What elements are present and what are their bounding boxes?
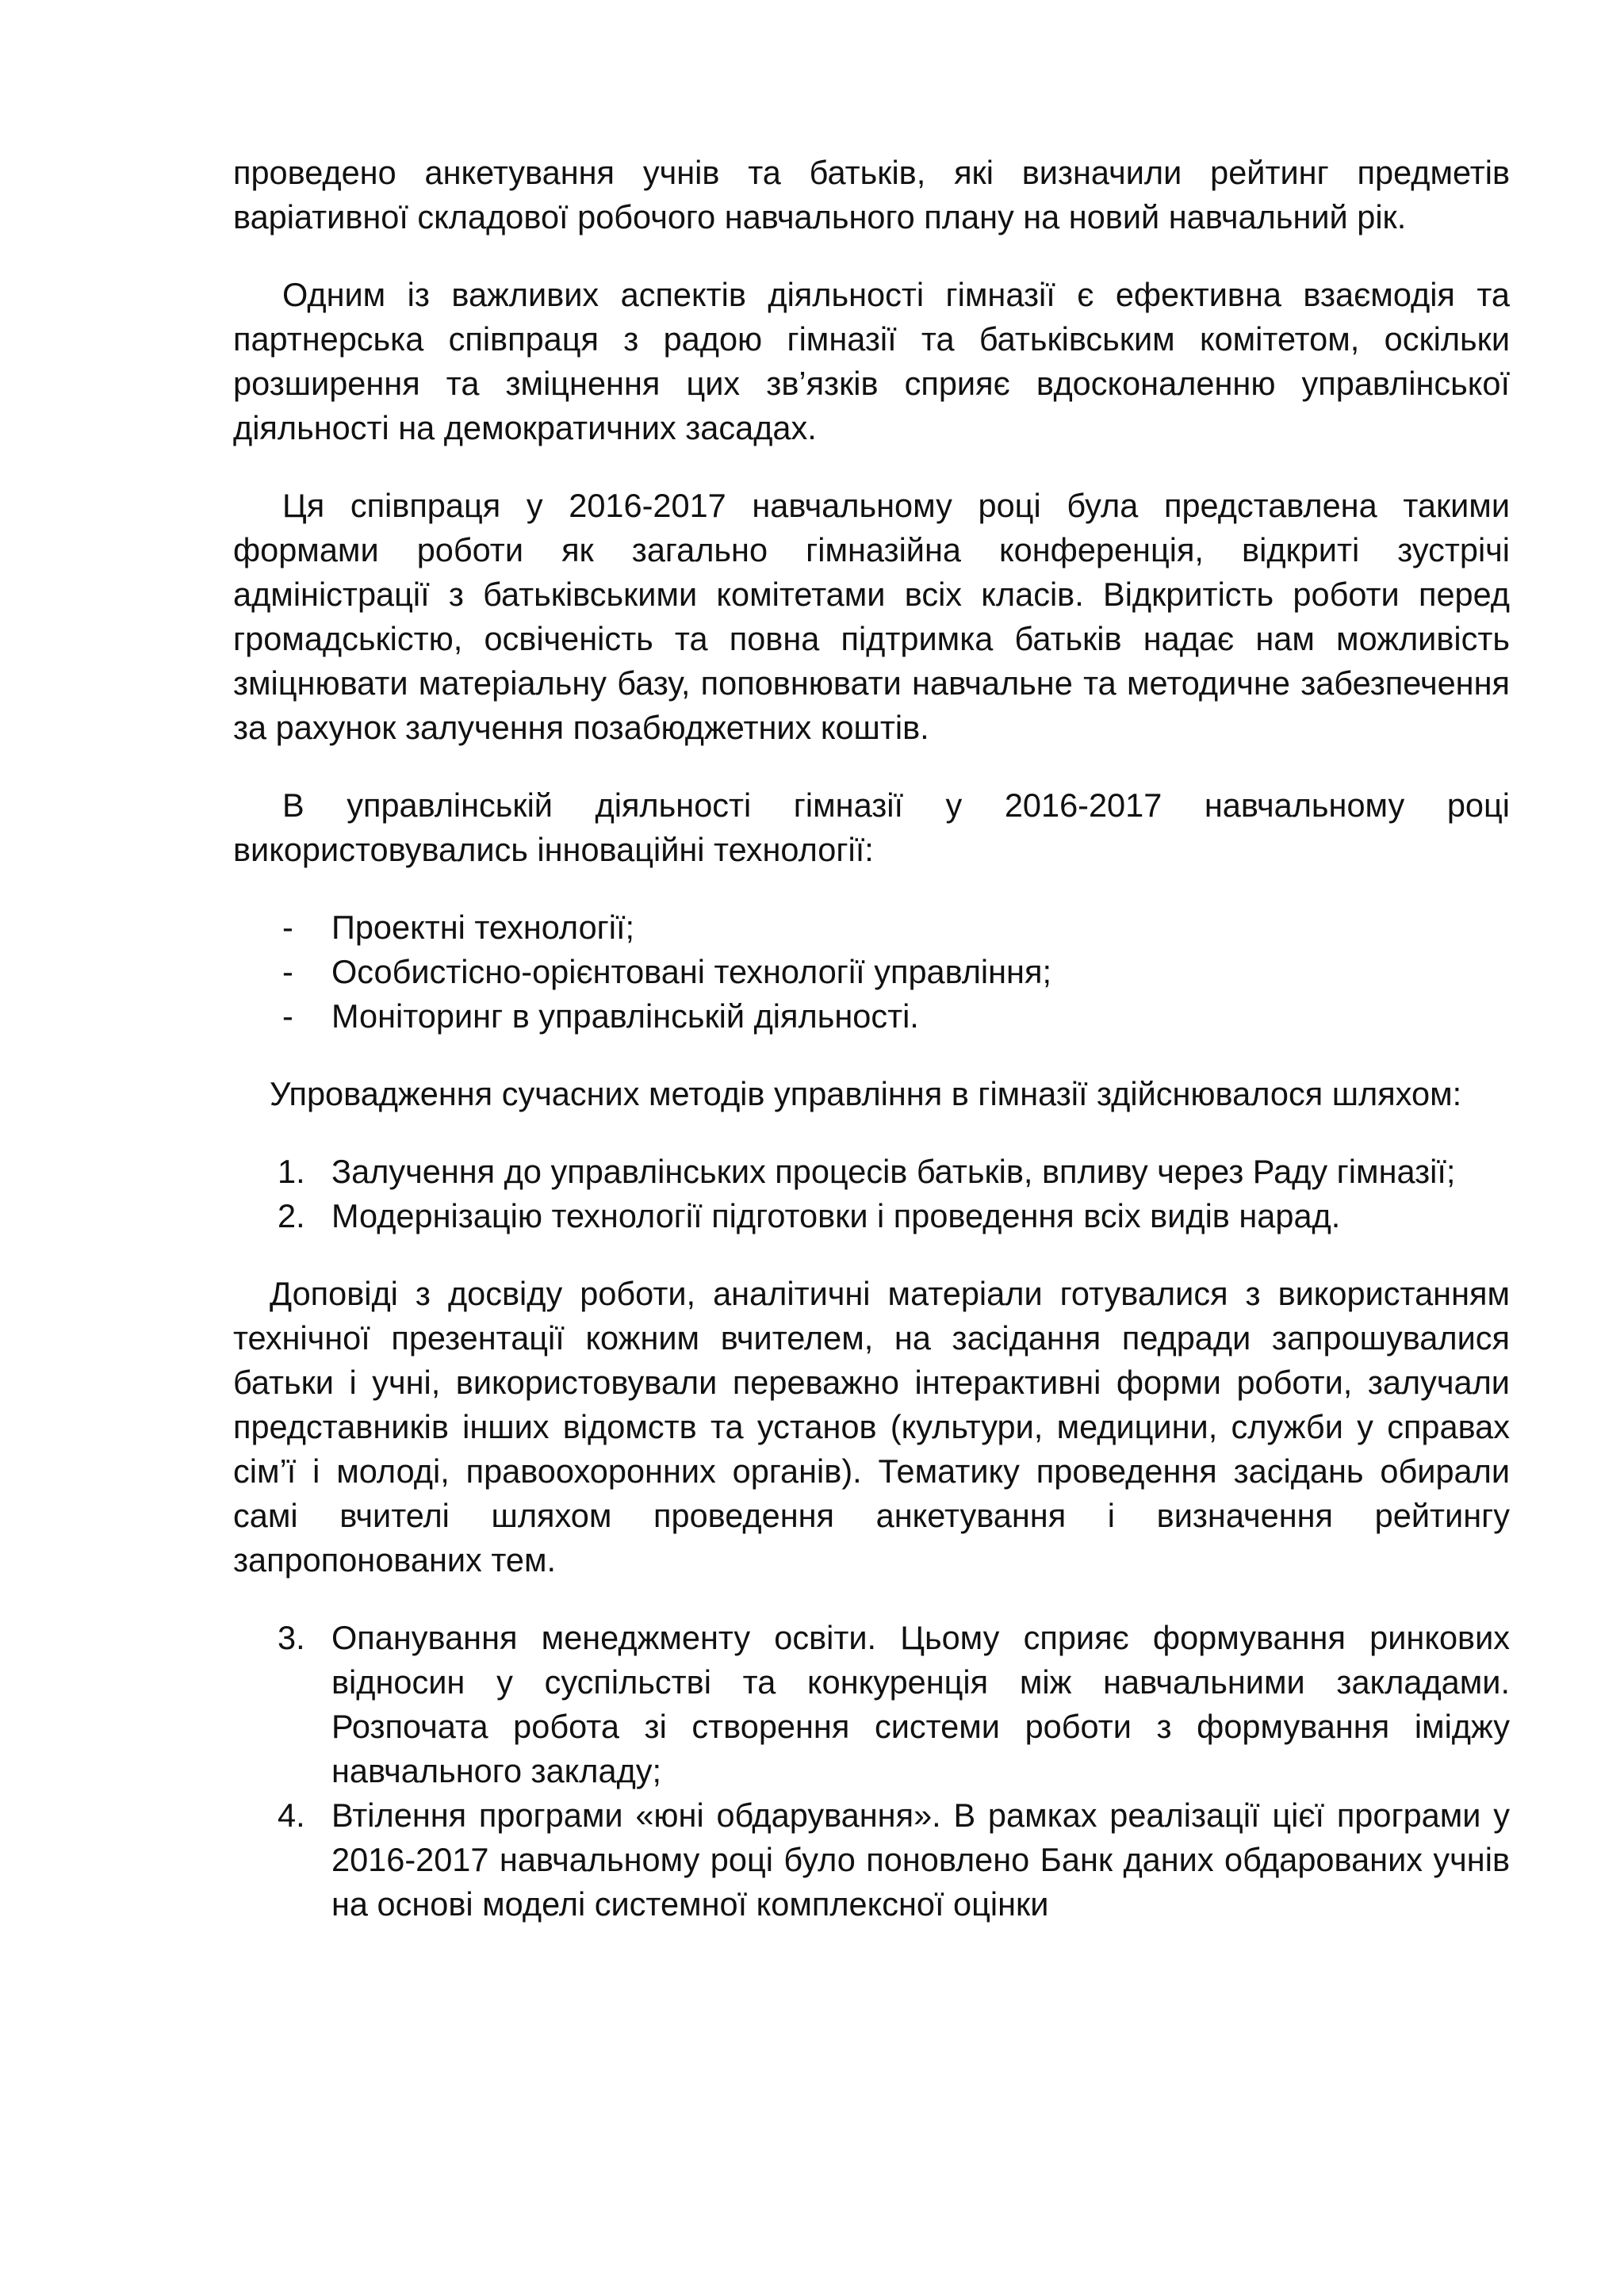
document-page [233, 151, 1510, 1950]
paragraph-survey: проведено анкетування учнів та батьків, які визначили рейтинг предметів варіативної складової робочого навчального плану на новий навчальний рік. [233, 154, 1510, 235]
list-item-text: Проектні технології; [331, 909, 635, 946]
list-item [233, 1194, 1510, 1238]
list-item-text: Особистісно-орієнтовані технології управління; [331, 953, 1051, 990]
paragraph-reports: Доповіді з досвіду роботи, аналітичні матеріали готувалися з використанням технічної презентації кожним вчителем, на засідання педради запрошувалися батьки і учні, використовували переважно інтерактивні форми роботи, залучали представників інших відомств та установ (культури, медицини, служби у справах сім’ї і молоді, правоохоронних органів). Тематику проведення засідань обирали самі вчителі шляхом проведення анкетування і визначення рейтингу запропонованих тем. [233, 1275, 1510, 1578]
list-marker: 2. [278, 1197, 305, 1234]
list-item [233, 1150, 1510, 1194]
innovation-technologies-list [233, 905, 1510, 1039]
paragraph-cooperation: Одним із важливих аспектів діяльності гімназії є ефективна взаємодія та партнерська співпраця з радою гімназії та батьківським комітетом, оскільки розширення та зміцнення цих зв’язків сприяє вдосконаленню управлінської діяльності на демократичних засадах. [233, 276, 1510, 446]
list-marker: 3. [278, 1619, 305, 1656]
list-item-text: Опанування менеджменту освіти. Цьому сприяє формування ринкових відносин у суспільстві та конкуренція між навчальними закладами. Розпочата робота зі створення системи роботи з формування іміджу навчального закладу; [331, 1619, 1510, 1789]
list-item [233, 905, 1510, 950]
list-marker: 1. [278, 1153, 305, 1190]
list-item [233, 950, 1510, 994]
list-marker: - [282, 953, 293, 990]
paragraph-innovations-intro: В управлінській діяльності гімназії у 2016-2017 навчальному році використовувались інноваційні технології: [233, 786, 1510, 868]
management-methods-list-continued [233, 1616, 1510, 1927]
list-item-text: Моніторинг в управлінській діяльності. [331, 997, 919, 1035]
list-marker: 4. [278, 1797, 305, 1834]
list-item [233, 994, 1510, 1039]
paragraph-management-methods: Упровадження сучасних методів управління в гімназії здійснювалося шляхом: [270, 1075, 1462, 1112]
list-item [233, 1793, 1510, 1927]
list-marker: - [282, 997, 293, 1035]
list-item [233, 1616, 1510, 1793]
list-marker: - [282, 909, 293, 946]
paragraph-forms-of-work: Ця співпраця у 2016-2017 навчальному році була представлена такими формами роботи як загально гімназійна конференція, відкриті зустрічі адміністрації з батьківськими комітетами всіх класів. Відкритість роботи перед громадськістю, освіченість та повна підтримка батьків надає нам можливість зміцнювати матеріальну базу, поповнювати навчальне та методичне забезпечення за рахунок залучення позабюджетних коштів. [233, 487, 1510, 746]
list-item-text: Модернізацію технології підготовки і проведення всіх видів нарад. [331, 1197, 1341, 1234]
management-methods-list [233, 1150, 1510, 1238]
list-item-text: Залучення до управлінських процесів батьків, впливу через Раду гімназії; [331, 1153, 1456, 1190]
list-item-text: Втілення програми «юні обдарування». В рамках реалізації цієї програми у 2016-2017 навчальному році було поновлено Банк даних обдарованих учнів на основі моделі системної комплексної оцінки [331, 1797, 1510, 1923]
